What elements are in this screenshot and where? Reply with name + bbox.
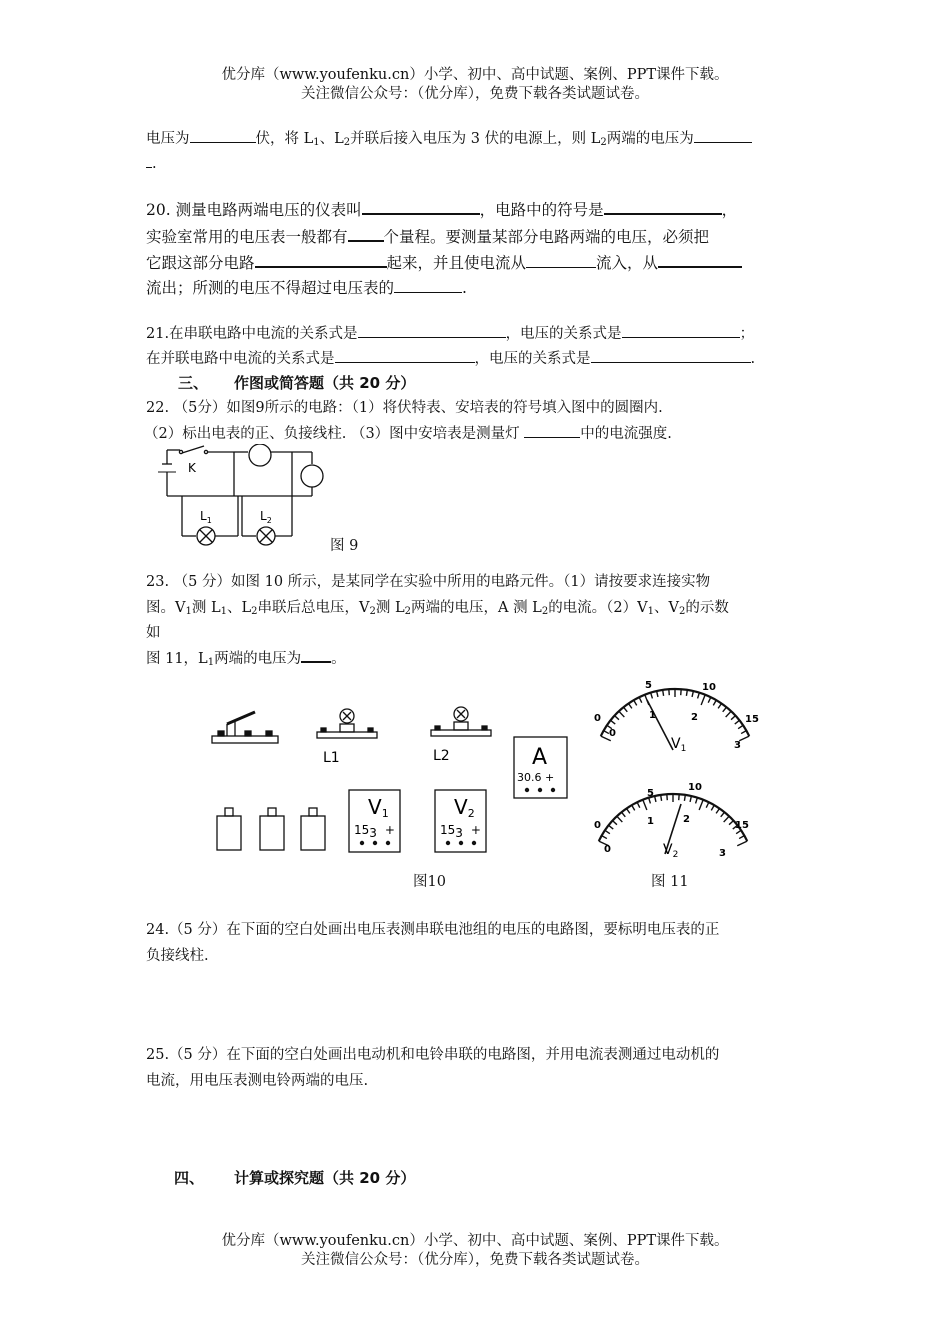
l1-label: L1 [323,750,340,766]
v2-label: V2 [454,795,475,820]
m2-scale-b2: 2 [683,814,690,825]
m1-scale-b1: 1 [649,710,656,721]
switch-blade [182,446,204,453]
dial-tick [615,716,619,720]
dial-tick [726,711,731,717]
dial-tick [731,716,735,720]
dial-tick [690,796,691,802]
m1-scale-10: 10 [702,682,716,693]
dial-tick [737,841,747,846]
dial-tick [684,795,685,801]
dial-tick [639,697,642,702]
m2-scale-15: 15 [735,820,749,831]
q21-line-2: 在并联电路中电流的关系式是 ，电压的关系式是 . [146,346,806,371]
dial-tick [723,707,727,712]
dial-tick [622,812,626,817]
dial-tick [661,795,662,801]
dial-tick [619,711,624,717]
dial-tick [655,796,656,802]
dial-tick [741,731,746,734]
dial-tick [663,690,664,696]
meter-circle-right [301,465,323,487]
m1-scale-b3: 3 [734,740,741,751]
figure-10-label: 图10 [413,874,446,890]
dial-tick [609,825,614,829]
section-3-heading: 三、 作图或简答题（共 20 分） [178,374,416,392]
v1-terminals: 153 + [354,823,395,840]
m2-scale-b3: 3 [719,848,726,859]
dial-tick [708,697,711,702]
m2-scale-5: 5 [647,788,654,799]
q20-line-3: 它跟这部分电路 起来，并且使电流从 流入，从 [146,250,806,275]
m1-scale-b2: 2 [691,712,698,723]
q20-line-4: 流出；所测的电压不得超过电压表的 . [146,276,806,300]
dial-tick [632,805,635,810]
meter-v2-label: $V_2$ [663,842,679,860]
dial-tick [686,690,687,696]
footer-line-2: 关注微信公众号：（优分库），免费下载各类试题试卷。 [301,1252,649,1268]
switch-component [212,712,278,743]
lamp-l2-component [431,707,491,736]
dial-tick [637,802,640,807]
dial-tick [711,805,714,810]
dial-tick [718,703,721,708]
dial-tick [706,802,709,807]
q20-line-1: 20. 测量电路两端电压的仪表叫 ，电路中的符号是 ， [146,197,806,222]
switch-label: K [188,461,196,475]
header-line-1: 优分库（www.youfenku.cn）小学、初中、高中试题、案例、PPT课件下载。 [221,67,729,83]
q22-line-2: （2）标出电表的正、负接线柱. （3）图中安培表是测量灯 中的电流强度. [144,421,804,446]
dial-tick [643,800,647,810]
q24-line-1: 24.（5 分）在下面的空白处画出电压表测串联电池组的电压的电路图，要标明电压表的正 [146,922,720,938]
m2-scale-10: 10 [688,782,702,793]
meter-v1-label: $V_1$ [671,736,687,754]
lamp1-label: $L_1$ [200,509,212,525]
q21-line-1: 21.在串联电路中电流的关系式是 ，电压的关系式是 ； [146,321,806,346]
m1-scale-15: 15 [745,714,759,725]
dial-tick [611,720,616,724]
dial-tick [724,816,729,822]
meter-v2-dial [599,794,747,854]
q25-line-2: 电流，用电压表测电铃两端的电压. [146,1073,369,1089]
page-header [0,66,950,104]
m2-scale-0: 0 [594,820,601,831]
page-footer [0,1232,950,1270]
dial-tick [617,816,622,822]
dial-tick [626,808,629,813]
footer-line-1: 优分库（www.youfenku.cn）小学、初中、高中试题、案例、PPT课件下载。 [221,1233,729,1249]
dial-tick [701,695,705,705]
dial-tick [713,700,716,705]
m2-scale-b0: 0 [604,844,611,855]
q25-line-1: 25.（5 分）在下面的空白处画出电动机和电铃串联的电路图，并用电流表测通过电动机的 [146,1047,720,1063]
m1-scale-b0: 0 [609,728,616,739]
meter-circle-top [249,444,271,466]
dial-tick [738,725,743,728]
dial-tick [602,836,607,839]
q24-line-2: 负接线柱. [146,948,209,964]
dial-tick [699,800,703,810]
figure-10-components [205,690,585,860]
q23-line-1: 23. （5 分）如图 10 所示，是某同学在实验中所用的电路元件。（1）请按要求连接实物 [146,574,711,590]
figure-11-label: 图 11 [651,874,689,890]
ammeter-label: A [532,745,548,770]
q20-line-2: 实验室常用的电压表一般都有 个量程。要测量某部分电路两端的电压，必须把 [146,224,806,249]
dial-tick [739,836,744,839]
battery-cells [217,808,325,850]
dial-tick [651,693,653,699]
lamp-l1-component [317,709,377,738]
q23-line-3: 如 [146,625,161,641]
dial-tick [613,821,617,825]
dial-tick [605,830,610,833]
dial-needle [647,700,673,750]
section-4-heading: 四、 计算或探究题（共 20 分） [174,1169,416,1187]
figure-9-label: 图 9 [330,538,359,554]
dial-tick [721,812,725,817]
dial-tick [628,703,631,708]
v2-terminals: 153 + [440,823,481,840]
q22-line-1: 22. （5分）如图9所示的电路：（1）将伏特表、安培表的符号填入图中的圆圈内. [146,400,663,416]
header-line-2: 关注微信公众号：（优分库），免费下载各类试题试卷。 [301,86,649,102]
q23-line-2: 图。$V_1$测 $L_1$、$L_2$串联后总电压，$V_2$测 $L_2$两端的电压，A 测 $L_2$的电流。$(2)V_1$、$V_2$的示数 [146,600,729,617]
m1-scale-0: 0 [594,713,601,724]
dial-tick [735,720,740,724]
dial-tick [692,691,693,697]
q23-line-4: 图 11，$L_1$两端的电压为 。 [146,645,806,675]
figure-11-meters [585,676,770,866]
dial-tick [696,798,698,804]
q19-tail: . [146,151,806,176]
lamp2-label: $L_2$ [260,509,272,525]
ammeter-terminals: 30.6 + [517,771,555,784]
dial-tick [624,707,628,712]
q19-line: 电压为 伏，将 $L_1$、$L_2$并联后接入电压为 3 伏的电源上，则 $L_2$两端的电压为 [146,126,806,155]
m1-scale-5: 5 [645,680,652,691]
dial-tick [657,691,658,697]
v1-label: V1 [368,795,389,820]
dial-tick [634,700,637,705]
l2-label: L2 [433,748,450,764]
dial-tick [698,693,700,699]
dial-tick [716,808,719,813]
m2-scale-b1: 1 [647,816,654,827]
dial-tick [729,821,733,825]
